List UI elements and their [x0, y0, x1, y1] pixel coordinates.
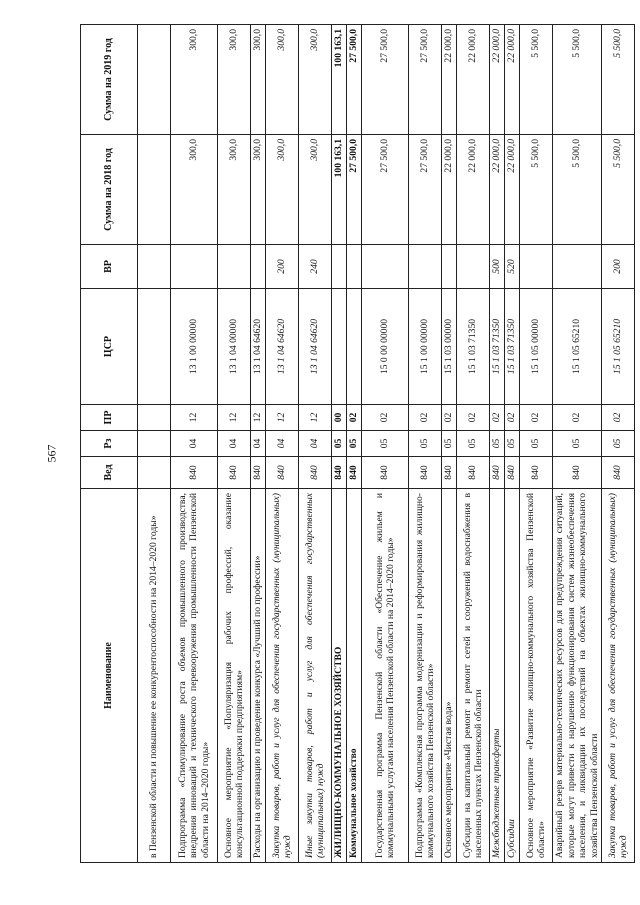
cell-pr: 02 — [520, 405, 553, 431]
cell-pr: 12 — [218, 405, 251, 431]
cell-csr: 13 1 04 64620 — [299, 289, 332, 405]
cell-name: Закупка товаров, работ и услуг для обеспечения государственных (муниципальных) нужд — [602, 489, 635, 863]
cell-csr: 15 1 05 65210 — [553, 289, 602, 405]
cell-vr — [171, 245, 218, 289]
cell-sum-2019: 100 163,1 — [332, 25, 347, 135]
cell-name: Коммунальное хозяйство — [347, 489, 362, 863]
table-row — [266, 25, 299, 863]
header-pr: ПР — [81, 405, 138, 431]
cell-sum-2019: 22 000,0 — [457, 25, 490, 135]
table-row — [602, 25, 635, 863]
cell-sum-2019 — [138, 25, 171, 135]
cell-sum-2018: 100 163,1 — [332, 135, 347, 245]
cell-vr — [251, 245, 266, 289]
cell-pr: 02 — [457, 405, 490, 431]
cell-rz: 05 — [490, 431, 505, 457]
cell-ved: 840 — [409, 457, 442, 489]
cell-sum-2018: 300,0 — [266, 135, 299, 245]
cell-sum-2019: 300,0 — [299, 25, 332, 135]
cell-sum-2018: 300,0 — [299, 135, 332, 245]
cell-vr: 240 — [299, 245, 332, 289]
cell-sum-2019: 300,0 — [218, 25, 251, 135]
cell-name: Государственная программа Пензенской области «Обеспечение жильем и коммунальными услугами населения Пензенской области на 2014–2020 годы» — [362, 489, 409, 863]
cell-rz: 05 — [457, 431, 490, 457]
cell-vr — [409, 245, 442, 289]
cell-name: Аварийный резерв материально-технических ресурсов для предупреждения ситуаций, которые могут привести к нарушению функционирования систем жизнеобеспечения населения, и ликвидации их последствий на объектах жилищно-коммунального хозяйства Пензенской области — [553, 489, 602, 863]
cell-name: Иные закупки товаров, работ и услуг для обеспечения государственных (муниципальных) нужд — [299, 489, 332, 863]
cell-csr: 13 1 00 00000 — [171, 289, 218, 405]
table-row — [299, 25, 332, 863]
table-row — [218, 25, 251, 863]
cell-pr: 02 — [347, 405, 362, 431]
cell-sum-2018: 27 500,0 — [347, 135, 362, 245]
cell-csr — [347, 289, 362, 405]
cell-sum-2019: 300,0 — [266, 25, 299, 135]
cell-rz: 04 — [171, 431, 218, 457]
cell-ved: 840 — [602, 457, 635, 489]
cell-ved: 840 — [505, 457, 520, 489]
table-row — [362, 25, 409, 863]
table-row — [442, 25, 457, 863]
cell-sum-2019: 22 000,0 — [490, 25, 505, 135]
cell-name: в Пензенской области и повышение ее конкурентоспособности на 2014–2020 годы» — [138, 489, 171, 863]
cell-vr: 200 — [602, 245, 635, 289]
cell-rz — [138, 431, 171, 457]
header-csr: ЦСР — [81, 289, 138, 405]
cell-ved: 840 — [442, 457, 457, 489]
cell-pr: 02 — [490, 405, 505, 431]
cell-pr: 12 — [299, 405, 332, 431]
cell-csr: 13 1 04 00000 — [218, 289, 251, 405]
cell-pr: 12 — [266, 405, 299, 431]
cell-name: Межбюджетные трансферты — [490, 489, 505, 863]
cell-ved: 840 — [362, 457, 409, 489]
table-row — [520, 25, 553, 863]
cell-sum-2018: 5 500,0 — [602, 135, 635, 245]
cell-ved: 840 — [171, 457, 218, 489]
cell-pr: 02 — [442, 405, 457, 431]
table-header-row — [81, 25, 138, 863]
cell-name: Субсидии — [505, 489, 520, 863]
header-ved: Вед — [81, 457, 138, 489]
cell-sum-2018: 22 000,0 — [442, 135, 457, 245]
table-row — [490, 25, 505, 863]
cell-csr: 15 1 05 00000 — [520, 289, 553, 405]
table-row — [251, 25, 266, 863]
table-row — [171, 25, 218, 863]
cell-sum-2018: 22 000,0 — [457, 135, 490, 245]
cell-ved: 840 — [332, 457, 347, 489]
cell-sum-2019: 5 500,0 — [602, 25, 635, 135]
cell-sum-2018: 5 500,0 — [520, 135, 553, 245]
cell-rz: 04 — [218, 431, 251, 457]
cell-ved: 840 — [218, 457, 251, 489]
cell-sum-2018: 300,0 — [171, 135, 218, 245]
cell-sum-2018: 22 000,0 — [490, 135, 505, 245]
cell-sum-2018: 300,0 — [251, 135, 266, 245]
cell-ved: 840 — [251, 457, 266, 489]
table-row — [505, 25, 520, 863]
cell-vr — [442, 245, 457, 289]
cell-ved: 840 — [457, 457, 490, 489]
table-row — [138, 25, 171, 863]
budget-table — [80, 24, 635, 863]
cell-pr: 02 — [409, 405, 442, 431]
header-rz: Рз — [81, 431, 138, 457]
cell-rz: 05 — [442, 431, 457, 457]
cell-vr — [553, 245, 602, 289]
cell-pr: 12 — [171, 405, 218, 431]
cell-rz: 05 — [409, 431, 442, 457]
cell-vr — [332, 245, 347, 289]
cell-name: Подпрограмма «Комплексная программа модернизации и реформирования жилищно-коммунального хозяйства Пензенской области» — [409, 489, 442, 863]
page-number: 567 — [44, 444, 59, 463]
cell-name: Основное мероприятие «Популяризация рабочих профессий, оказание консультационной поддержки предприятиям» — [218, 489, 251, 863]
cell-pr: 02 — [602, 405, 635, 431]
cell-ved: 840 — [266, 457, 299, 489]
cell-sum-2018 — [138, 135, 171, 245]
header-sum-2018: Сумма на 2018 год — [81, 135, 138, 245]
cell-vr — [457, 245, 490, 289]
cell-vr: 500 — [490, 245, 505, 289]
cell-sum-2019: 5 500,0 — [520, 25, 553, 135]
cell-csr: 15 1 03 71350 — [457, 289, 490, 405]
cell-rz: 05 — [347, 431, 362, 457]
cell-csr — [138, 289, 171, 405]
cell-name: Основное мероприятие «Чистая вода» — [442, 489, 457, 863]
cell-pr: 02 — [553, 405, 602, 431]
cell-sum-2018: 22 000,0 — [505, 135, 520, 245]
cell-csr: 15 1 03 00000 — [442, 289, 457, 405]
cell-csr: 13 1 04 64620 — [266, 289, 299, 405]
cell-vr — [218, 245, 251, 289]
cell-sum-2018: 27 500,0 — [362, 135, 409, 245]
cell-csr: 15 1 05 65210 — [602, 289, 635, 405]
cell-pr: 00 — [332, 405, 347, 431]
cell-vr — [362, 245, 409, 289]
cell-name: Субсидии на капитальный ремонт и ремонт сетей и сооружений водоснабжения в населенных пунктах Пензенской области — [457, 489, 490, 863]
cell-rz: 05 — [602, 431, 635, 457]
cell-sum-2019: 27 500,0 — [347, 25, 362, 135]
cell-ved: 840 — [553, 457, 602, 489]
cell-pr: 02 — [505, 405, 520, 431]
cell-rz: 04 — [266, 431, 299, 457]
cell-csr: 15 1 03 71350 — [505, 289, 520, 405]
cell-sum-2019: 300,0 — [251, 25, 266, 135]
cell-ved: 840 — [490, 457, 505, 489]
cell-pr — [138, 405, 171, 431]
cell-pr: 02 — [362, 405, 409, 431]
cell-ved: 840 — [299, 457, 332, 489]
cell-sum-2019: 27 500,0 — [362, 25, 409, 135]
table-row — [332, 25, 347, 863]
cell-vr — [520, 245, 553, 289]
cell-name: Расходы на организацию и проведение конкурса «Лучший по профессии» — [251, 489, 266, 863]
cell-csr: 15 1 00 00000 — [409, 289, 442, 405]
cell-vr: 520 — [505, 245, 520, 289]
cell-name: Основное мероприятие «Развитие жилищно-коммунального хозяйства Пензенской области» — [520, 489, 553, 863]
cell-rz: 05 — [520, 431, 553, 457]
cell-sum-2019: 22 000,0 — [505, 25, 520, 135]
cell-rz: 05 — [553, 431, 602, 457]
cell-vr — [138, 245, 171, 289]
cell-ved: 840 — [520, 457, 553, 489]
cell-csr: 15 1 03 71350 — [490, 289, 505, 405]
cell-sum-2018: 27 500,0 — [409, 135, 442, 245]
cell-csr: 13 1 04 64620 — [251, 289, 266, 405]
cell-sum-2018: 300,0 — [218, 135, 251, 245]
cell-name: Подпрограмма «Стимулирование роста объемов промышленного производства, внедрения инноваций и технического перевооружения промышленности Пензенской области на 2014–2020 годы» — [171, 489, 218, 863]
cell-sum-2019: 27 500,0 — [409, 25, 442, 135]
cell-name: Закупка товаров, работ и услуг для обеспечения государственных (муниципальных) нужд — [266, 489, 299, 863]
header-name: Наименование — [81, 489, 138, 863]
cell-rz: 05 — [505, 431, 520, 457]
cell-csr: 15 0 00 00000 — [362, 289, 409, 405]
cell-sum-2019: 5 500,0 — [553, 25, 602, 135]
header-vr: ВР — [81, 245, 138, 289]
rotated-budget-table — [80, 25, 629, 863]
table-row — [347, 25, 362, 863]
cell-vr — [347, 245, 362, 289]
header-sum-2019: Сумма на 2019 год — [81, 25, 138, 135]
cell-pr: 12 — [251, 405, 266, 431]
cell-vr: 200 — [266, 245, 299, 289]
cell-rz: 05 — [332, 431, 347, 457]
table-row — [409, 25, 442, 863]
cell-ved — [138, 457, 171, 489]
cell-rz: 05 — [362, 431, 409, 457]
cell-rz: 04 — [251, 431, 266, 457]
cell-sum-2018: 5 500,0 — [553, 135, 602, 245]
cell-ved: 840 — [347, 457, 362, 489]
cell-sum-2019: 300,0 — [171, 25, 218, 135]
cell-sum-2019: 22 000,0 — [442, 25, 457, 135]
cell-csr — [332, 289, 347, 405]
table-row — [457, 25, 490, 863]
cell-name: ЖИЛИЩНО-КОММУНАЛЬНОЕ ХОЗЯЙСТВО — [332, 489, 347, 863]
table-row — [553, 25, 602, 863]
cell-rz: 04 — [299, 431, 332, 457]
